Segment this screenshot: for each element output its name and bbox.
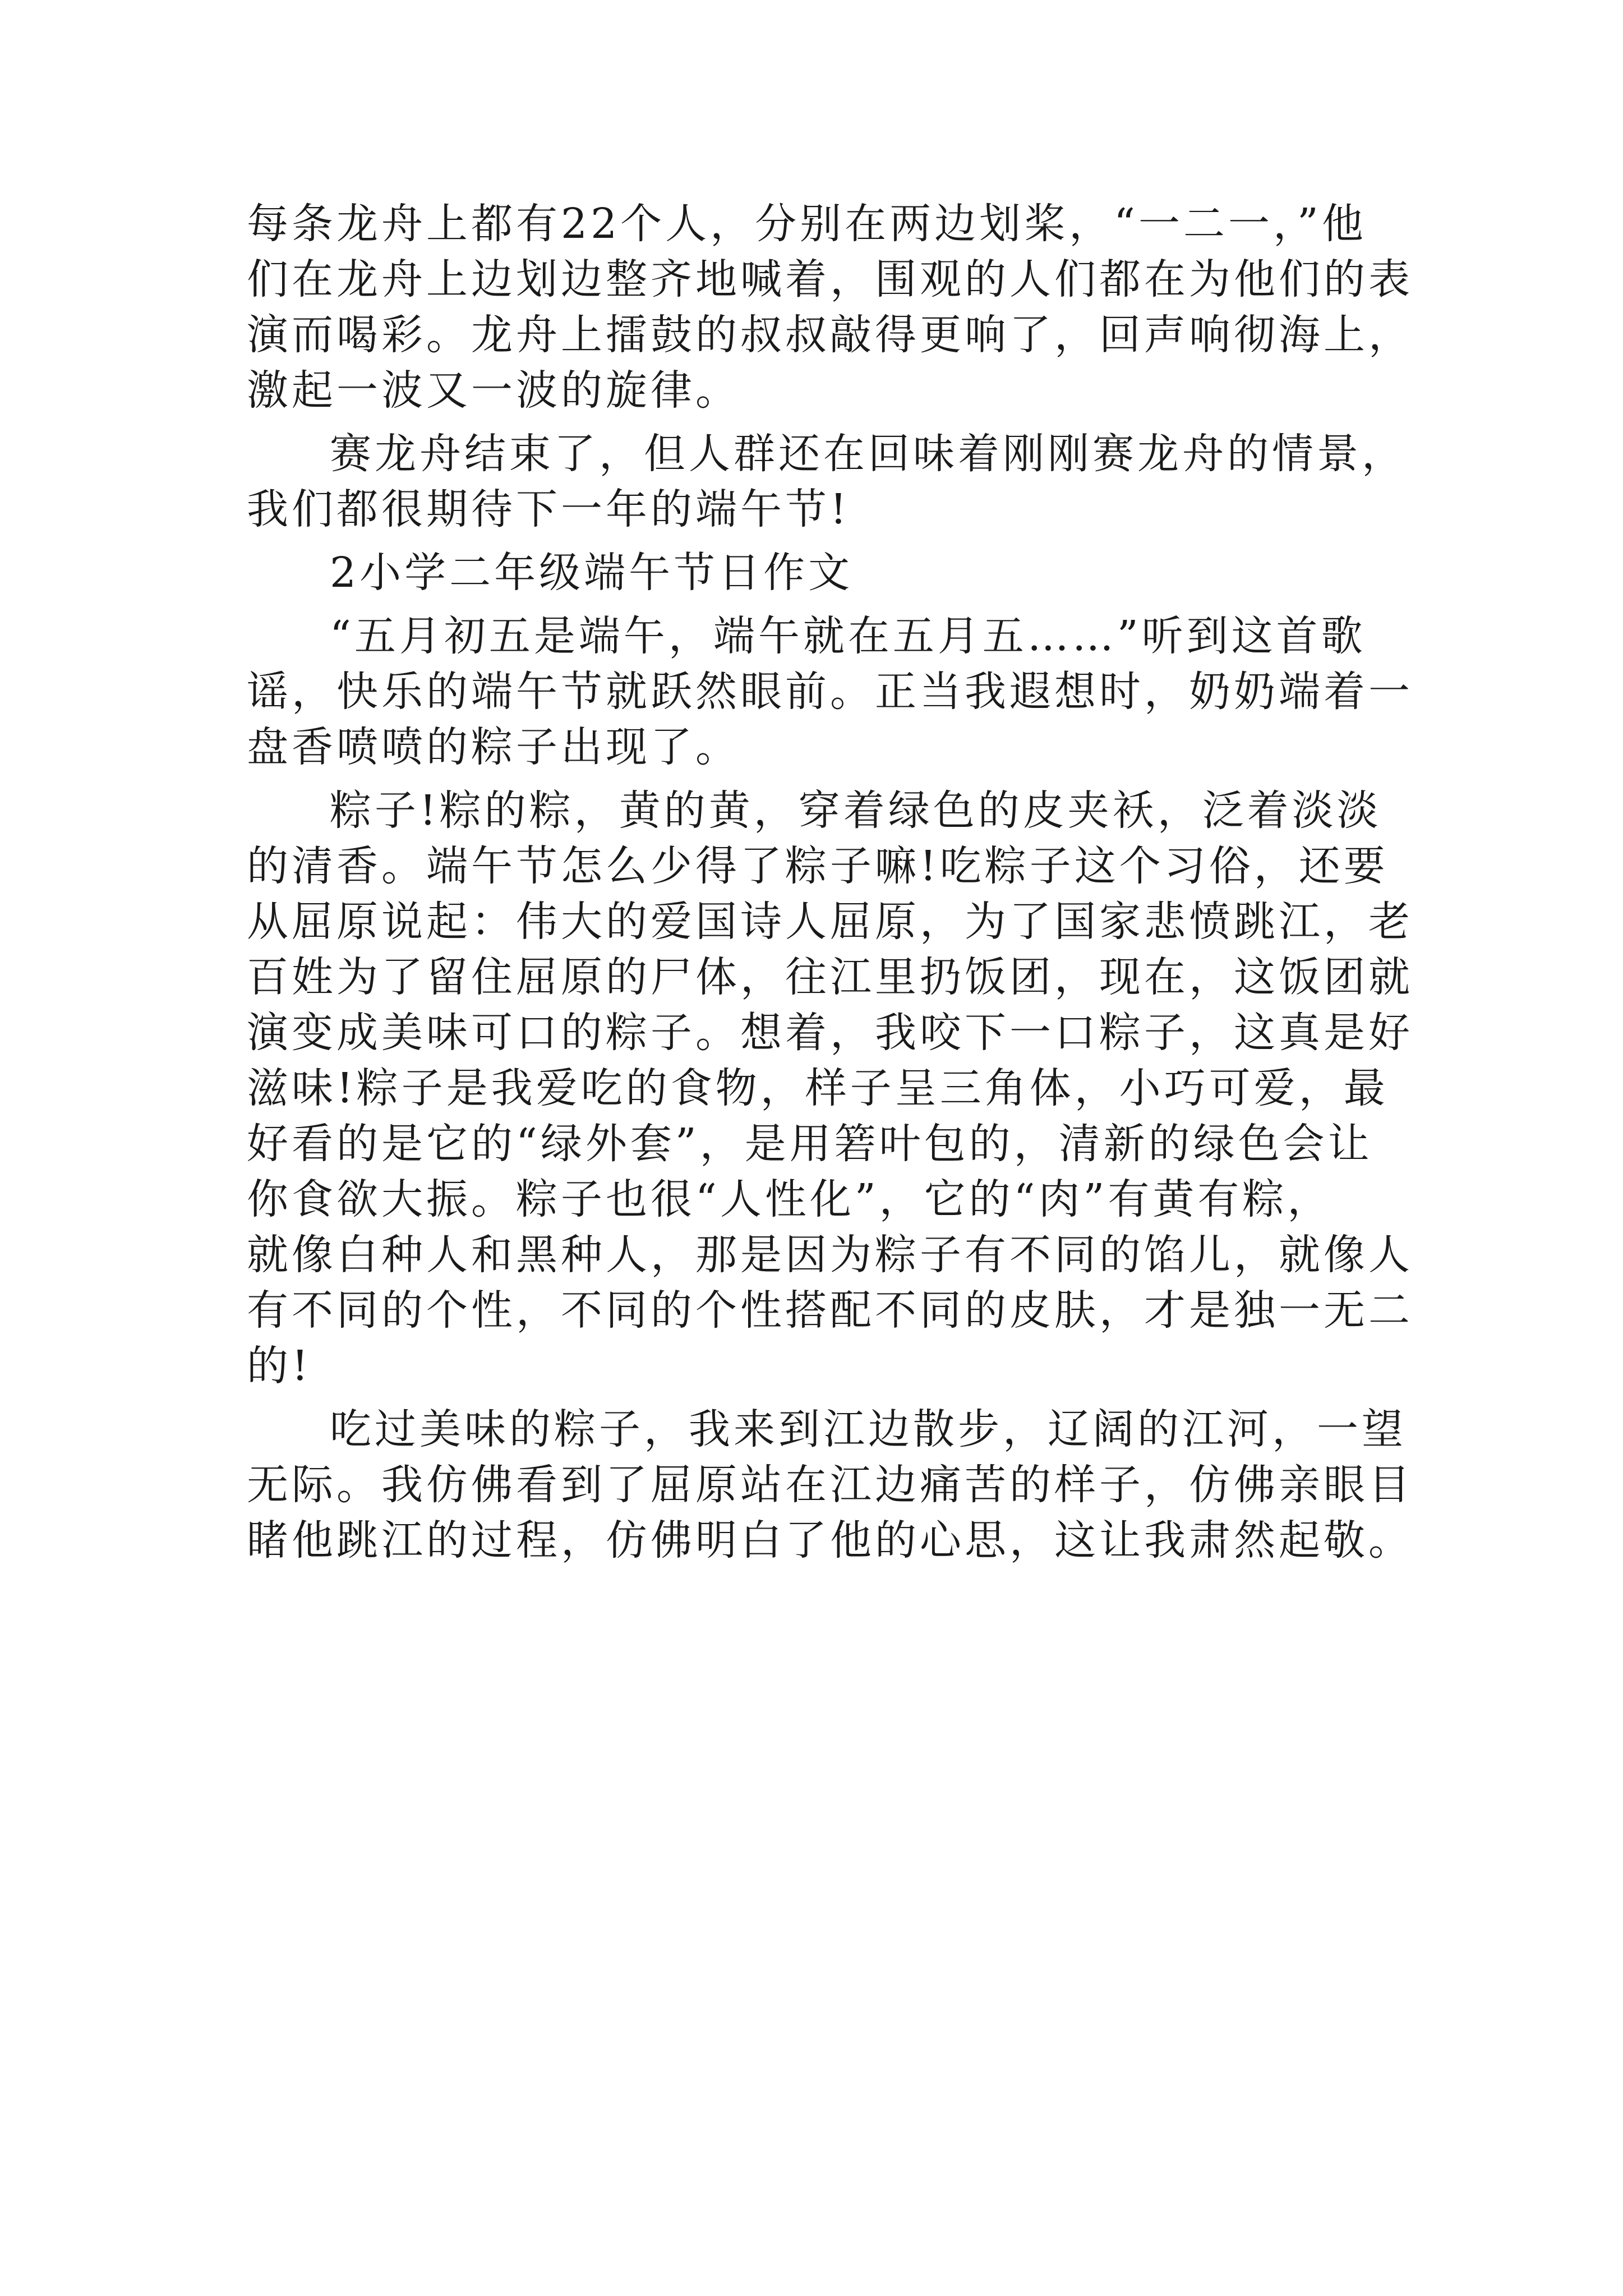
document-body [247, 196, 1413, 1568]
text-line: 百姓为了留住屈原的尸体，往江里扔饭团，现在，这饭团就 [247, 953, 1413, 1001]
text-line: 演变成美味可口的粽子。想着，我咬下一口粽子，这真是好 [247, 1009, 1413, 1057]
text-line: 就像白种人和黑种人，那是因为粽子有不同的馅儿，就像人 [247, 1231, 1413, 1279]
text-line: “五月初五是端午，端午就在五月五……”听到这首歌 [330, 612, 1366, 660]
text-line: 无际。我仿佛看到了屈原站在江边痛苦的样子，仿佛亲眼目 [247, 1461, 1413, 1509]
text-line: 2小学二年级端午节日作文 [330, 549, 854, 597]
text-line: 有不同的个性，不同的个性搭配不同的皮肤，才是独一无二 [247, 1286, 1413, 1335]
text-line: 滋味!粽子是我爱吃的食物，样子呈三角体，小巧可爱，最 [247, 1064, 1389, 1112]
text-line: 每条龙舟上都有22个人，分别在两边划桨，“一二一，”他 [247, 200, 1367, 248]
text-line: 从屈原说起：伟大的爱国诗人屈原，为了国家悲愤跳江，老 [247, 898, 1413, 946]
text-line: 好看的是它的“绿外套”，是用箬叶包的，清新的绿色会让 [247, 1120, 1373, 1168]
text-line: 的清香。端午节怎么少得了粽子嘛!吃粽子这个习俗，还要 [247, 842, 1389, 890]
text-line: 盘香喷喷的粽子出现了。 [247, 723, 740, 771]
text-line: 谣，快乐的端午节就跃然眼前。正当我遐想时，奶奶端着一 [247, 668, 1413, 716]
text-line: 激起一波又一波的旋律。 [247, 366, 740, 415]
text-line: 你食欲大振。粽子也很“人性化”，它的“肉”有黄有粽， [247, 1175, 1332, 1223]
text-line: 粽子!粽的粽，黄的黄，穿着绿色的皮夹袄，泛着淡淡 [330, 786, 1382, 835]
text-line: 们在龙舟上边划边整齐地喊着，围观的人们都在为他们的表 [247, 255, 1413, 303]
text-line: 的! [247, 1342, 312, 1390]
text-line: 演而喝彩。龙舟上擂鼓的叔叔敲得更响了，回声响彻海上， [247, 311, 1413, 359]
text-line: 我们都很期待下一年的端午节! [247, 485, 850, 533]
text-line: 赛龙舟结束了，但人群还在回味着刚刚赛龙舟的情景， [330, 430, 1407, 478]
text-line: 睹他跳江的过程，仿佛明白了他的心思，这让我肃然起敬。 [247, 1516, 1413, 1565]
text-line: 吃过美味的粽子，我来到江边散步，辽阔的江河，一望 [330, 1405, 1407, 1453]
